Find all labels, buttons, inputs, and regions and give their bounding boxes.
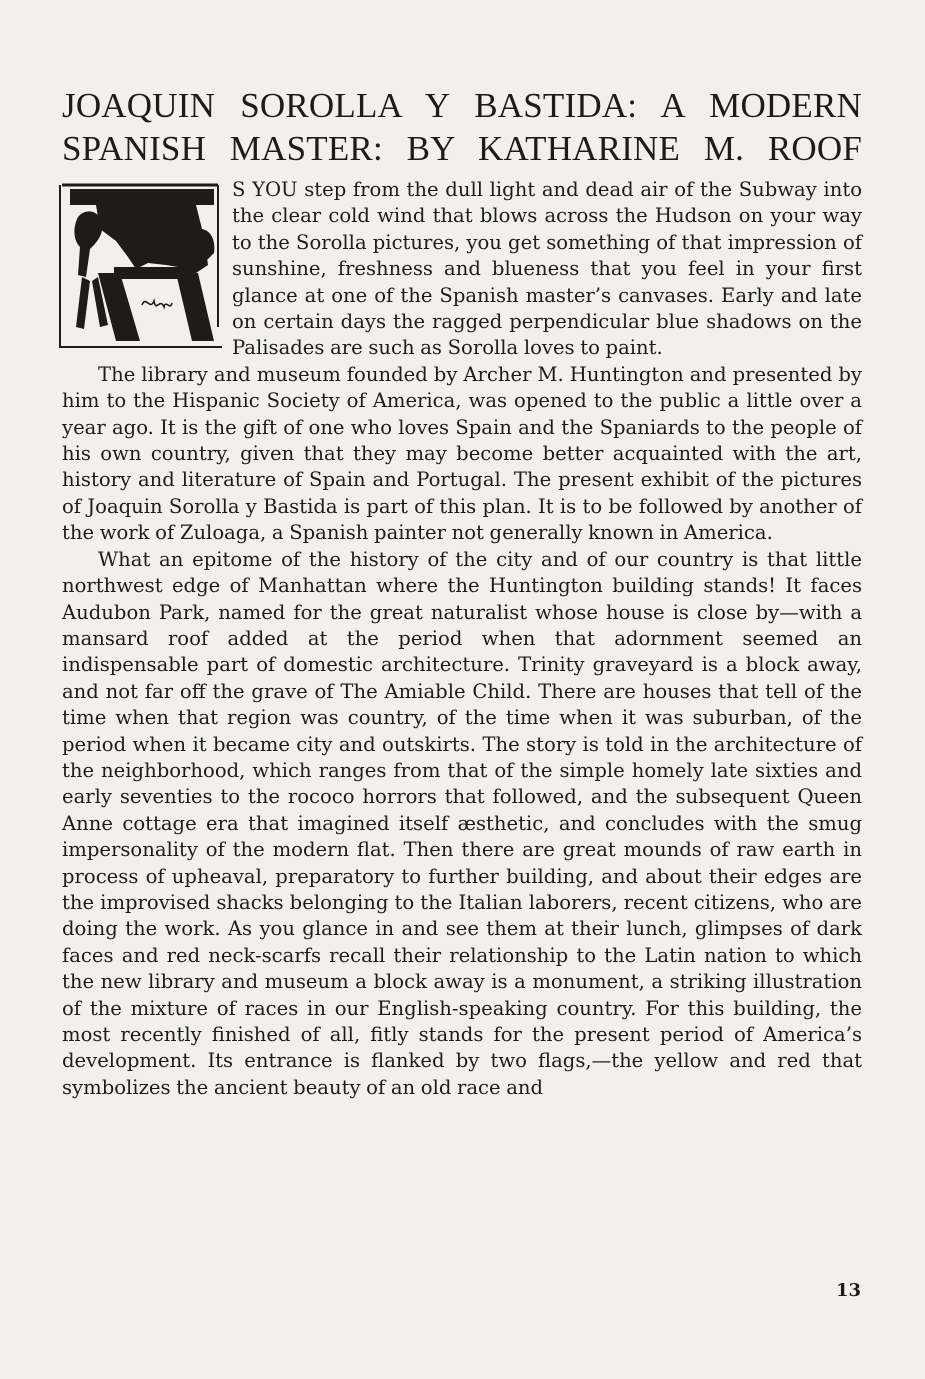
title-line-2: SPANISH MASTER: BY KATHARINE M. ROOF	[62, 129, 862, 168]
article-body	[62, 177, 862, 1101]
decorative-initial-a-illustration	[56, 177, 222, 353]
article-title	[62, 84, 862, 170]
paragraph-2: The library and museum founded by Archer M. Huntington and presented by him to the Hispanic Society of America, was opened to the public a little over a year ago. It is the gift of one who loves Spain and the Spaniards to the people of his own country, given that they may become better acquainted with the art, history and literature of Spain and Portugal. The present exhibit of the pictures of Joaquin Sorolla y Bastida is part of this plan. It is to be followed by another of the work of Zuloaga, a Spanish painter not generally known in America.	[62, 362, 862, 545]
paragraph-3: What an epitome of the history of the city and of our country is that little northwest edge of Manhattan where the Huntington building stands! It faces Audubon Park, named for the great naturalist whose house is close by—with a mansard roof added at the period when that adornment seemed an indispensable part of domestic architecture. Trinity graveyard is a block away, and not far off the grave of The Amiable Child. There are houses that tell of the time when that region was country, of the time when it was suburban, of the period when it became city and outskirts. The story is told in the architecture of the neighborhood, which ranges from that of the simple homely late sixties and early seventies to the rococo horrors that followed, and the subsequent Queen Anne cottage era that imagined itself æsthetic, and concludes with the smug impersonality of the modern flat. Then there are great mounds of raw earth in process of upheaval, preparatory to further building, and about their edges are the improvised shacks belonging to the Italian laborers, recent citizens, who are doing the work. As you glance in and see them at their lunch, glimpses of dark faces and red neck-scarfs recall their relationship to the Latin nation to which the new library and museum a block away is a monument, a striking illustration of the mixture of races in our English-speaking country. For this building, the most recently finished of all, fitly stands for the present period of America’s development. Its entrance is flanked by two flags,—the yellow and red that symbolizes the ancient beauty of an old race and	[62, 547, 862, 1099]
paragraph-1: S YOU step from the dull light and dead air of the Subway into the clear cold wind that blows across the Hudson on your way to the Sorolla pictures, you get something of that impression of sunshine, freshness and blueness that you feel in your first glance at one of the Spanish master’s canvases. Early and late on certain days the ragged perpendicular blue shadows on the Palisades are such as Sorolla loves to paint.	[232, 178, 862, 360]
page-number: 13	[836, 1280, 862, 1301]
title-line-1: JOAQUIN SOROLLA Y BASTIDA: A MODERN	[62, 86, 862, 125]
